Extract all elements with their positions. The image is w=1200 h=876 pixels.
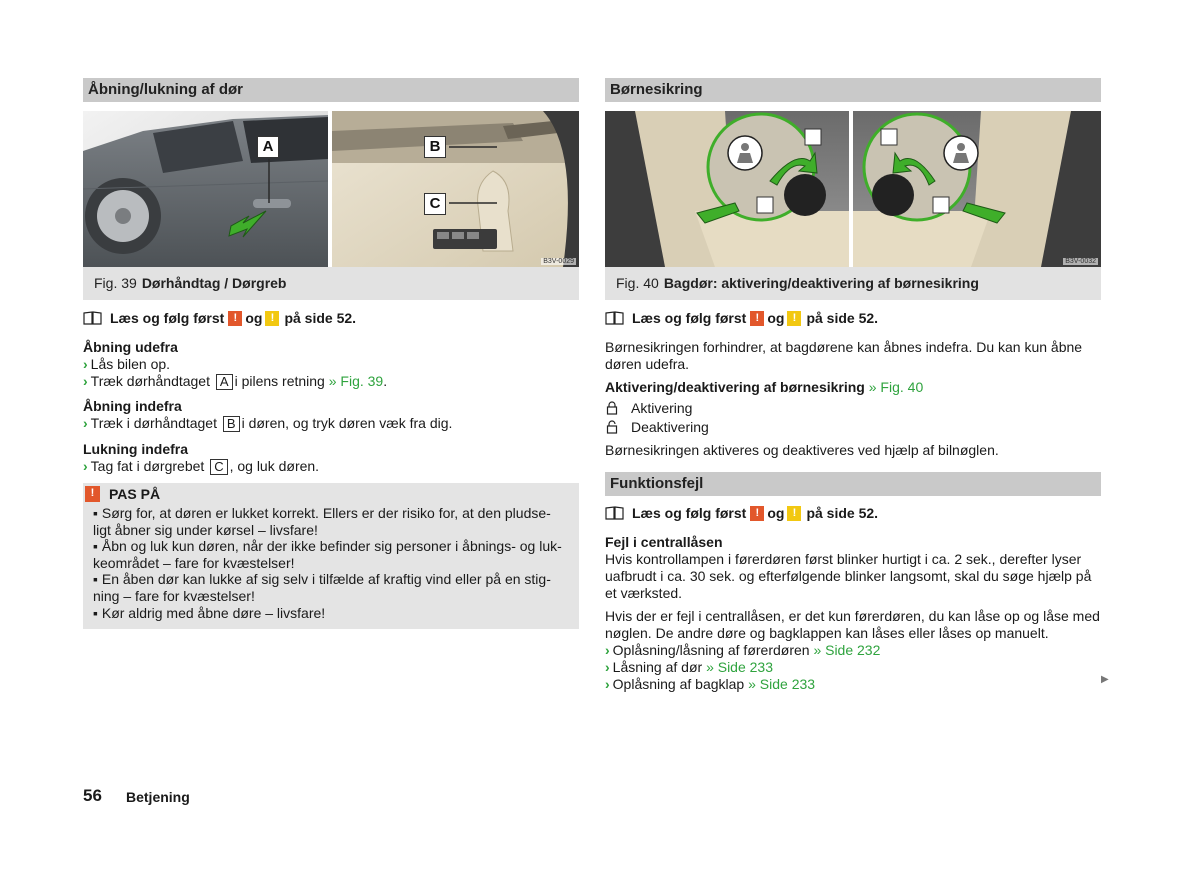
caption-number: Fig. 40 (616, 275, 659, 291)
continue-arrow-icon: ▶ (1101, 674, 1109, 685)
warning-yellow-icon: ! (265, 311, 279, 326)
door-handle-illustration (83, 111, 579, 267)
step-pull-inside (83, 415, 579, 432)
warning-red-icon: ! (750, 506, 764, 521)
step-text: Træk i dørhåndtaget (90, 415, 217, 431)
heading-close-inside: Lukning indefra (83, 441, 188, 457)
read-first-prefix: Læs og følg først (632, 310, 747, 326)
label-b-inline: B (223, 416, 240, 432)
step-grab-grip (83, 458, 579, 475)
label-c: C (424, 193, 446, 215)
link-tailgate (605, 676, 1101, 693)
para-line: Hvis kontrollampen i førerdøren først blinker hurtigt i ca. 2 sek., derefter lyser (605, 551, 1082, 567)
chevron-icon: › (83, 373, 88, 389)
warning-body (83, 503, 579, 621)
figure-code: B3V-0029 (543, 258, 574, 265)
para-line: Hvis der er fejl i centrallåsen, er det kun førerdøren, du kan låse op og låse med (605, 608, 1100, 624)
warning-title: PAS PÅ (109, 486, 161, 502)
page-link[interactable]: » Side 233 (706, 659, 774, 675)
para-line: et værksted. (605, 585, 683, 601)
heading-open-inside: Åbning indefra (83, 398, 182, 414)
read-first-suffix: på side 52. (806, 310, 879, 326)
figure-code: B3V-0032 (1065, 258, 1096, 265)
warning-box (83, 483, 579, 629)
label-a-inline: A (216, 374, 233, 390)
fault-paragraph-2 (605, 608, 1101, 642)
heading-activation (605, 379, 1101, 396)
caption-number: Fig. 39 (94, 275, 137, 291)
section-title-door: Åbning/lukning af dør (83, 78, 579, 102)
step-text: Lås bilen op. (90, 356, 171, 372)
figure-40 (605, 111, 1101, 267)
caption-title: Dørhåndtag / Dørgreb (141, 275, 287, 291)
section-title-fault: Funktionsfejl (605, 472, 1101, 496)
warning-red-icon: ! (750, 311, 764, 326)
label-b: B (424, 136, 446, 158)
step-pull-handle (83, 373, 579, 390)
warning-yellow-icon: ! (787, 506, 801, 521)
step-text: Tag fat i dørgrebet (90, 458, 205, 474)
read-first-note (605, 504, 1101, 522)
figure-39 (83, 111, 579, 267)
right-column (605, 78, 1101, 693)
link-text: Oplåsning/låsning af førerdøren (612, 642, 810, 658)
book-icon (605, 311, 624, 325)
warning-yellow-icon: ! (787, 311, 801, 326)
book-icon (605, 506, 624, 520)
read-first-prefix: Læs og følg først (110, 310, 225, 326)
warning-line: ▪ Åbn og luk kun døren, når der ikke befinder sig personer i åbnings- og luk- (93, 538, 562, 555)
read-first-and: og (245, 310, 263, 326)
read-first-and: og (767, 310, 785, 326)
read-first-suffix: på side 52. (284, 310, 357, 326)
step-text: Træk dørhåndtaget (90, 373, 210, 389)
heading-open-outside: Åbning udefra (83, 339, 178, 355)
chevron-icon: › (605, 642, 610, 658)
chevron-icon: › (83, 356, 88, 372)
figure-link[interactable]: » Fig. 40 (868, 379, 924, 395)
para-line: uafbrudt i ca. 30 sek. og efterfølgende blinker langsomt, skal du søge hjælp på (605, 568, 1092, 584)
read-first-and: og (767, 505, 785, 521)
step-text: i pilens retning (234, 373, 325, 389)
step-unlock (83, 356, 579, 373)
warning-line: ligt åbner sig under kørsel – livsfare! (93, 521, 318, 538)
para-line: nøglen. De andre døre og bagklappen kan låses eller låses op manuelt. (605, 625, 1049, 641)
warning-line: ▪ Kør aldrig med åbne døre – livsfare! (93, 604, 326, 621)
chevron-icon: › (83, 458, 88, 474)
warning-red-icon: ! (85, 486, 100, 502)
read-first-prefix: Læs og følg først (632, 505, 747, 521)
link-text: Oplåsning af bagklap (612, 676, 745, 692)
deactivation-label: Deaktivering (631, 418, 709, 435)
activation-label: Aktivering (631, 399, 693, 416)
intro-line: døren udefra. (605, 356, 690, 372)
page-link[interactable]: » Side 233 (748, 676, 816, 692)
page-number: 56 (83, 786, 102, 805)
page-link[interactable]: » Side 232 (813, 642, 881, 658)
fault-paragraph-1 (605, 551, 1101, 602)
lock-open-icon (605, 420, 619, 434)
figure-caption (605, 267, 1101, 300)
heading-fault: Fejl i centrallåsen (605, 534, 723, 550)
left-column (83, 78, 579, 629)
section-title-child-lock: Børnesikring (605, 78, 1101, 102)
read-first-note (605, 309, 1101, 327)
step-text: i døren, og tryk døren væk fra dig. (241, 415, 453, 431)
warning-header (83, 485, 579, 503)
link-driver-door (605, 642, 1101, 659)
chevron-icon: › (605, 676, 610, 692)
figure-caption (83, 267, 579, 300)
warning-line: keområdet – fare for kvæstelser! (93, 554, 295, 571)
intro-paragraph (605, 339, 1101, 373)
label-a: A (257, 136, 279, 158)
deactivation-item (605, 417, 1101, 436)
warning-line: ▪ Sørg for, at døren er lukket korrekt. Ellers er der risiko for, at den pludse- (93, 505, 551, 521)
step-end: . (383, 373, 388, 389)
key-paragraph: Børnesikringen aktiveres og deaktiveres ved hjælp af bilnøglen. (605, 442, 999, 458)
step-text: , og luk døren. (229, 458, 320, 474)
read-first-note (83, 309, 579, 327)
chevron-icon: › (83, 415, 88, 431)
child-lock-illustration (605, 111, 1101, 267)
lock-closed-icon (605, 401, 619, 415)
intro-line: Børnesikringen forhindrer, at bagdørene kan åbnes indefra. Du kan kun åbne (605, 339, 1083, 355)
caption-title: Bagdør: aktivering/deaktivering af børnesikring (663, 275, 979, 291)
activation-item (605, 398, 1101, 417)
link-lock-door (605, 659, 1101, 676)
label-c-inline: C (210, 459, 227, 475)
chapter-name: Betjening (126, 789, 190, 805)
book-icon (83, 311, 102, 325)
read-first-suffix: på side 52. (806, 505, 879, 521)
heading-text: Aktivering/deaktivering af børnesikring (605, 379, 865, 395)
figure-link[interactable]: » Fig. 39 (328, 373, 384, 389)
warning-line: ning – fare for kvæstelser! (93, 587, 255, 604)
warning-red-icon: ! (228, 311, 242, 326)
warning-line: ▪ En åben dør kan lukke af sig selv i tilfælde af kraftig vind eller på en stig- (93, 571, 551, 588)
link-text: Låsning af dør (612, 659, 703, 675)
chevron-icon: › (605, 659, 610, 675)
